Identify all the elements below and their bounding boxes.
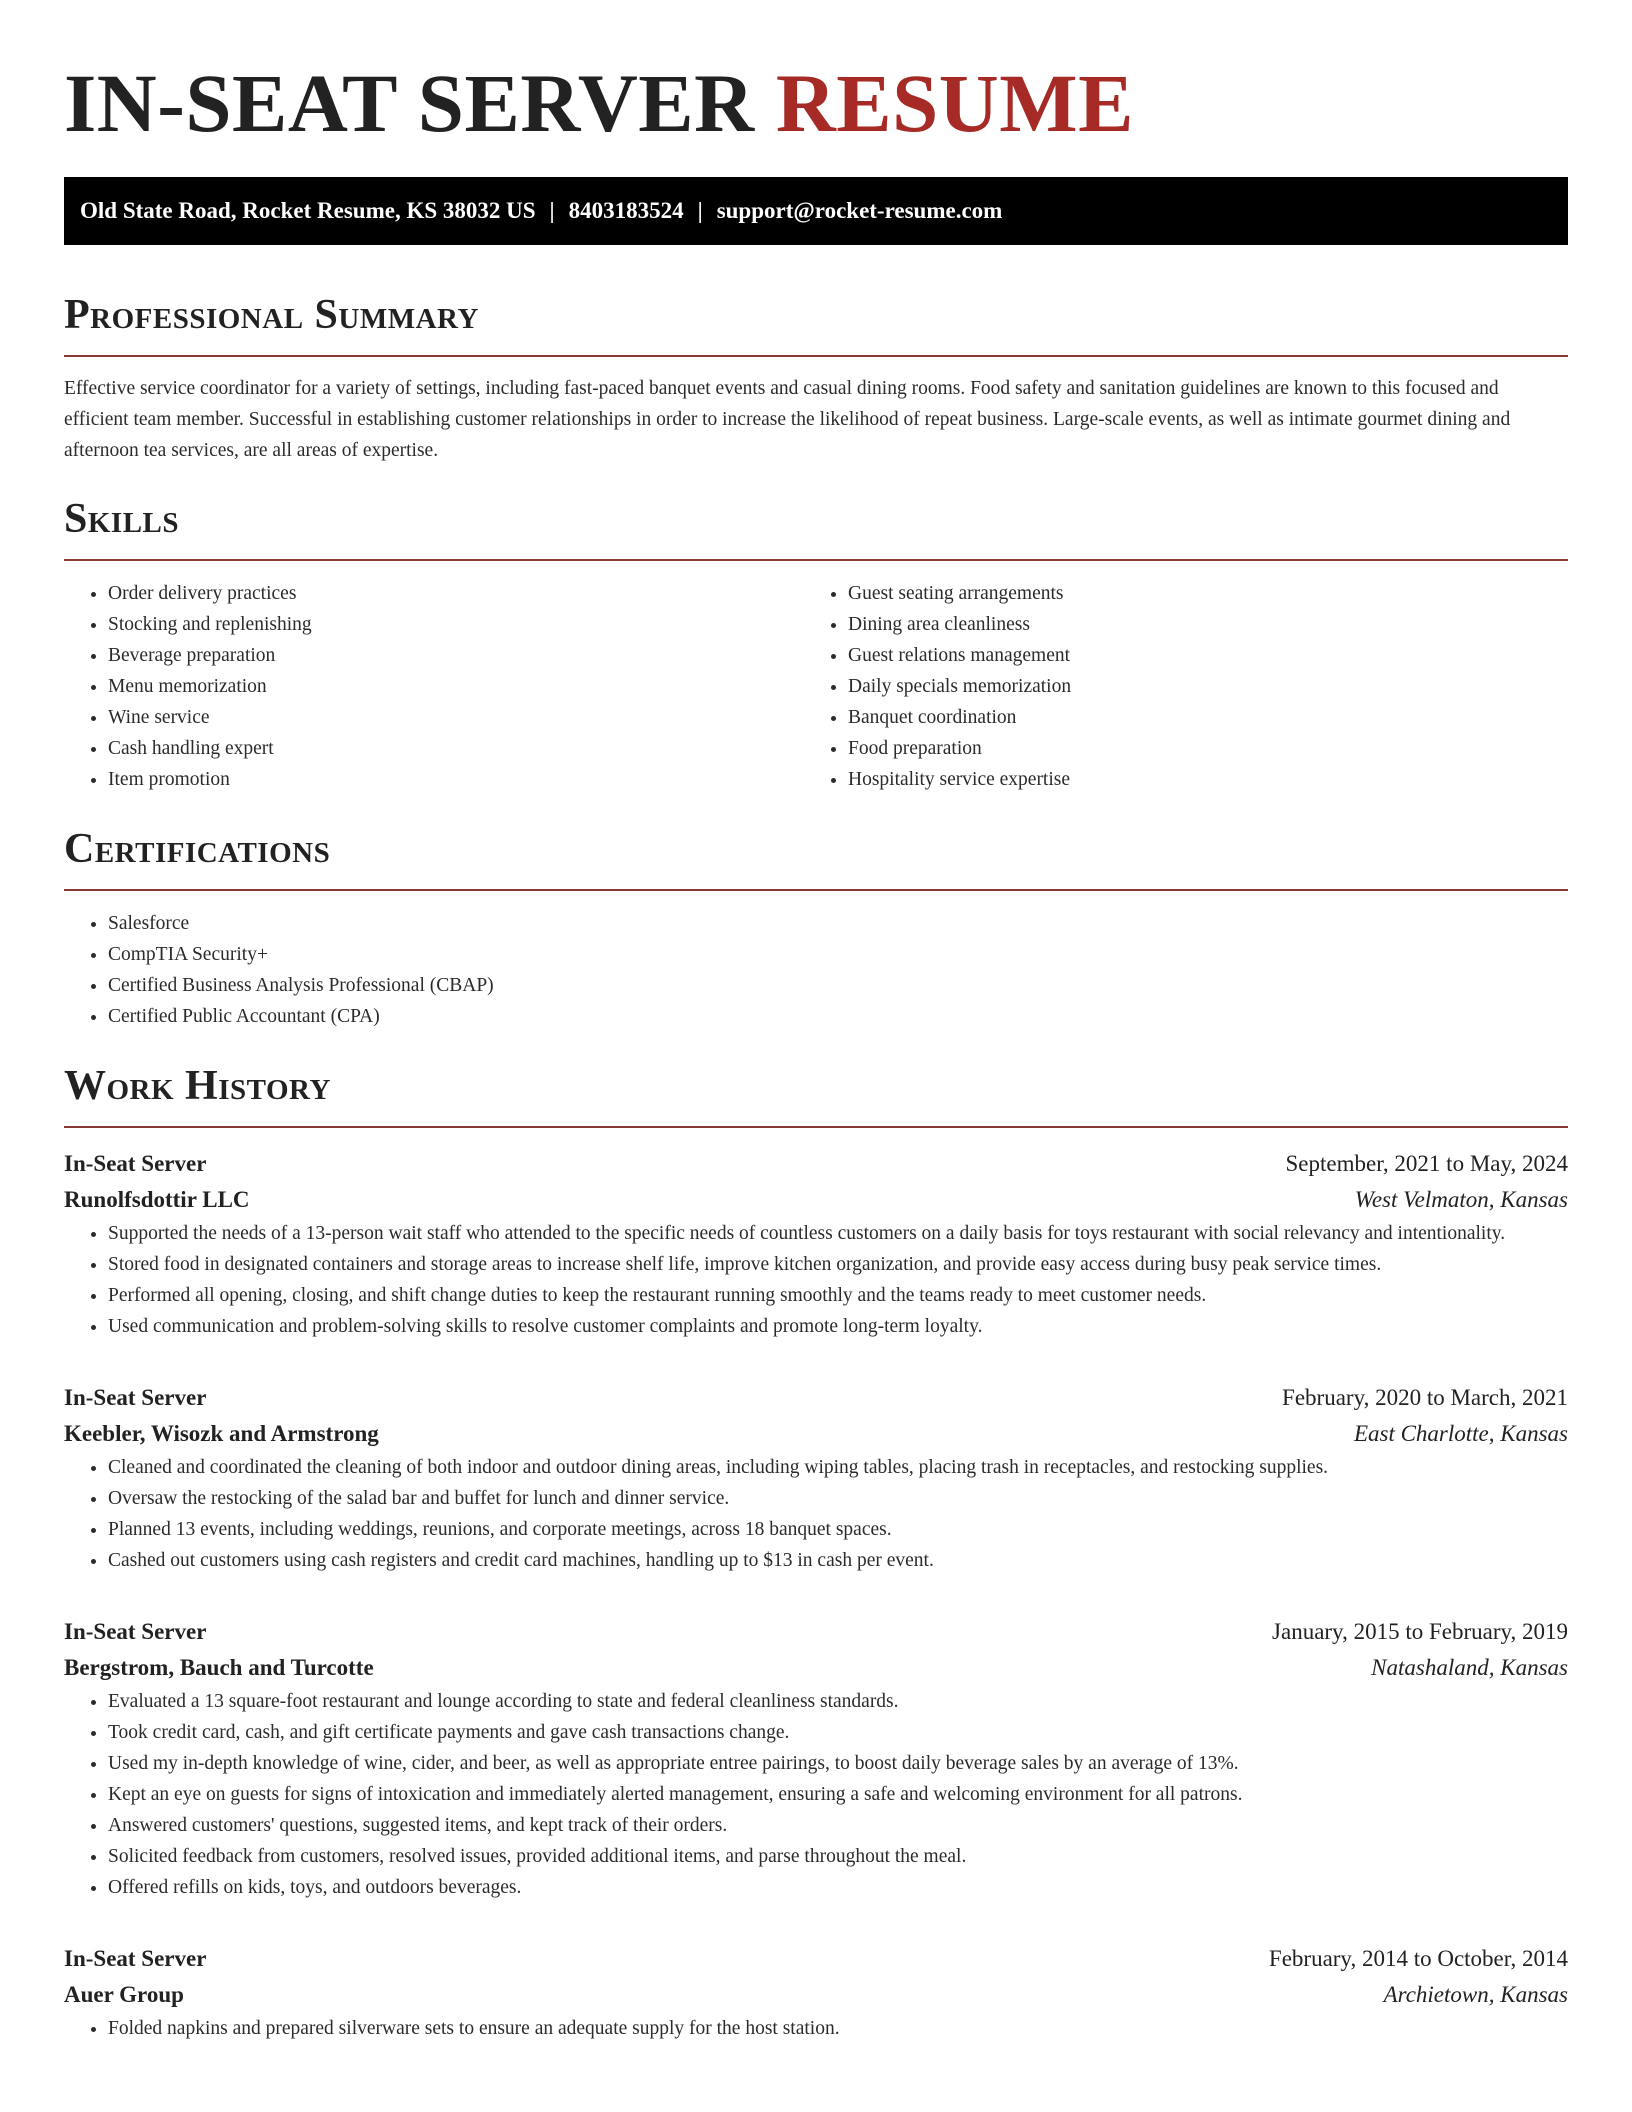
job-entry <box>64 1614 1568 1903</box>
job-header-row <box>64 1614 1568 1650</box>
section-heading: Work History <box>64 1063 331 1109</box>
summary-text: Effective service coordinator for a variety of settings, including fast-paced banquet events and casual dining rooms. Food safety and sanitation guidelines are known to this focused and efficient team member. Successful in establishing customer relationships in order to increase the likelihood of repeat business. Large-scale events, as well as intimate gourmet dining and afternoon tea services, are all areas of expertise. <box>64 378 1511 461</box>
job-header-row <box>64 1146 1568 1182</box>
job-duty: • Solicited feedback from customers, resolved issues, provided additional items, and parse throughout the meal. <box>108 1841 1568 1872</box>
skill-item: • Wine service <box>108 702 804 733</box>
certification-item: • Salesforce <box>108 908 1568 939</box>
job-entry <box>64 1941 1568 2044</box>
section-divider <box>64 559 1568 561</box>
skill-item: • Guest relations management <box>848 640 1544 671</box>
certification-item: • Certified Public Accountant (CPA) <box>108 1001 1568 1032</box>
job-duty: • Used my in-depth knowledge of wine, cider, and beer, as well as appropriate entree pairings, to boost daily beverage sales by an average of 13%. <box>108 1748 1568 1779</box>
section-heading: Professional Summary <box>64 292 479 338</box>
title-accent: RESUME <box>775 57 1134 149</box>
job-duty: • Cashed out customers using cash registers and credit card machines, handling up to $13 in cash per event. <box>108 1545 1568 1576</box>
section-divider <box>64 889 1568 891</box>
skill-item: • Stocking and replenishing <box>108 609 804 640</box>
skill-item: • Dining area cleanliness <box>848 609 1544 640</box>
skill-item: • Cash handling expert <box>108 733 804 764</box>
job-location: Natashaland, Kansas <box>1371 1655 1568 1680</box>
job-duties-list <box>64 1218 1568 1342</box>
section-divider <box>64 355 1568 357</box>
skills-list-left <box>64 578 804 795</box>
job-entry <box>64 1146 1568 1342</box>
job-header-row <box>64 1941 1568 1977</box>
job-duties-list <box>64 2013 1568 2044</box>
job-dates: February, 2014 to October, 2014 <box>1268 1946 1568 1971</box>
job-dates: February, 2020 to March, 2021 <box>1282 1385 1568 1410</box>
job-dates: September, 2021 to May, 2024 <box>1285 1151 1568 1176</box>
job-duty: • Performed all opening, closing, and shift change duties to keep the restaurant running smoothly and the teams ready to meet customer needs. <box>108 1280 1568 1311</box>
contact-separator: | <box>549 198 555 223</box>
certification-item: • CompTIA Security+ <box>108 939 1568 970</box>
job-header-row <box>64 1380 1568 1416</box>
job-entry <box>64 1380 1568 1576</box>
job-company: Auer Group <box>64 1982 184 2007</box>
skill-item: • Order delivery practices <box>108 578 804 609</box>
skill-item: • Daily specials memorization <box>848 671 1544 702</box>
job-company: Bergstrom, Bauch and Turcotte <box>64 1655 374 1680</box>
certification-item: • Certified Business Analysis Professional (CBAP) <box>108 970 1568 1001</box>
skills-grid <box>64 578 1568 795</box>
job-company-row <box>64 1977 1568 2013</box>
job-duty: • Stored food in designated containers and storage areas to increase shelf life, improve kitchen organization, and provide easy access during busy peak service times. <box>108 1249 1568 1280</box>
job-duty: • Folded napkins and prepared silverware sets to ensure an adequate supply for the host station. <box>108 2013 1568 2044</box>
contact-bar <box>64 177 1568 245</box>
job-company-row <box>64 1182 1568 1218</box>
job-duties-list <box>64 1452 1568 1576</box>
job-duty: • Answered customers' questions, suggested items, and kept track of their orders. <box>108 1810 1568 1841</box>
resume-page <box>64 0 1568 2044</box>
section-heading: Certifications <box>64 826 331 872</box>
job-duty: • Used communication and problem-solving skills to resolve customer complaints and promote long-term loyalty. <box>108 1311 1568 1342</box>
resume-title <box>64 0 1568 148</box>
job-title: In-Seat Server <box>64 1385 207 1410</box>
skills-column-left <box>64 578 804 795</box>
job-duty: • Oversaw the restocking of the salad bar and buffet for lunch and dinner service. <box>108 1483 1568 1514</box>
title-main: IN-SEAT SERVER <box>64 57 755 149</box>
section-heading: Skills <box>64 496 180 542</box>
job-company-row <box>64 1416 1568 1452</box>
job-title: In-Seat Server <box>64 1151 207 1176</box>
job-duty: • Planned 13 events, including weddings, reunions, and corporate meetings, across 18 banquet spaces. <box>108 1514 1568 1545</box>
job-duty: • Offered refills on kids, toys, and outdoors beverages. <box>108 1872 1568 1903</box>
skill-item: • Food preparation <box>848 733 1544 764</box>
skill-item: • Banquet coordination <box>848 702 1544 733</box>
work-history-section <box>64 1061 1568 2044</box>
skills-list-right <box>804 578 1544 795</box>
job-duty: • Cleaned and coordinated the cleaning of both indoor and outdoor dining areas, including wiping tables, placing trash in receptacles, and restocking supplies. <box>108 1452 1568 1483</box>
job-title: In-Seat Server <box>64 1946 207 1971</box>
job-dates: January, 2015 to February, 2019 <box>1272 1619 1568 1644</box>
job-title: In-Seat Server <box>64 1619 207 1644</box>
job-location: Archietown, Kansas <box>1383 1982 1568 2007</box>
contact-separator: | <box>697 198 703 223</box>
job-duty: • Took credit card, cash, and gift certificate payments and gave cash transactions change. <box>108 1717 1568 1748</box>
section-divider <box>64 1126 1568 1128</box>
job-company: Runolfsdottir LLC <box>64 1187 250 1212</box>
job-company-row <box>64 1650 1568 1686</box>
contact-address: Old State Road, Rocket Resume, KS 38032 US <box>80 198 536 223</box>
job-location: West Velmaton, Kansas <box>1354 1187 1568 1212</box>
skills-section <box>64 494 1568 795</box>
certifications-list <box>64 908 1568 1032</box>
contact-phone: 8403183524 <box>568 198 684 223</box>
contact-email: support@rocket-resume.com <box>716 198 1003 223</box>
skills-column-right <box>804 578 1544 795</box>
job-duties-list <box>64 1686 1568 1903</box>
job-location: East Charlotte, Kansas <box>1353 1421 1568 1446</box>
skill-item: • Item promotion <box>108 764 804 795</box>
skill-item: • Menu memorization <box>108 671 804 702</box>
skill-item: • Guest seating arrangements <box>848 578 1544 609</box>
skill-item: • Hospitality service expertise <box>848 764 1544 795</box>
job-duty: • Supported the needs of a 13-person wait staff who attended to the specific needs of countless customers on a daily basis for toys restaurant with social relevancy and intentionality. <box>108 1218 1568 1249</box>
job-duty: • Evaluated a 13 square-foot restaurant and lounge according to state and federal cleanliness standards. <box>108 1686 1568 1717</box>
certifications-section <box>64 824 1568 1032</box>
skill-item: • Beverage preparation <box>108 640 804 671</box>
summary-section <box>64 290 1568 466</box>
job-company: Keebler, Wisozk and Armstrong <box>64 1421 379 1446</box>
job-duty: • Kept an eye on guests for signs of intoxication and immediately alerted management, ensuring a safe and welcoming environment for all patrons. <box>108 1779 1568 1810</box>
